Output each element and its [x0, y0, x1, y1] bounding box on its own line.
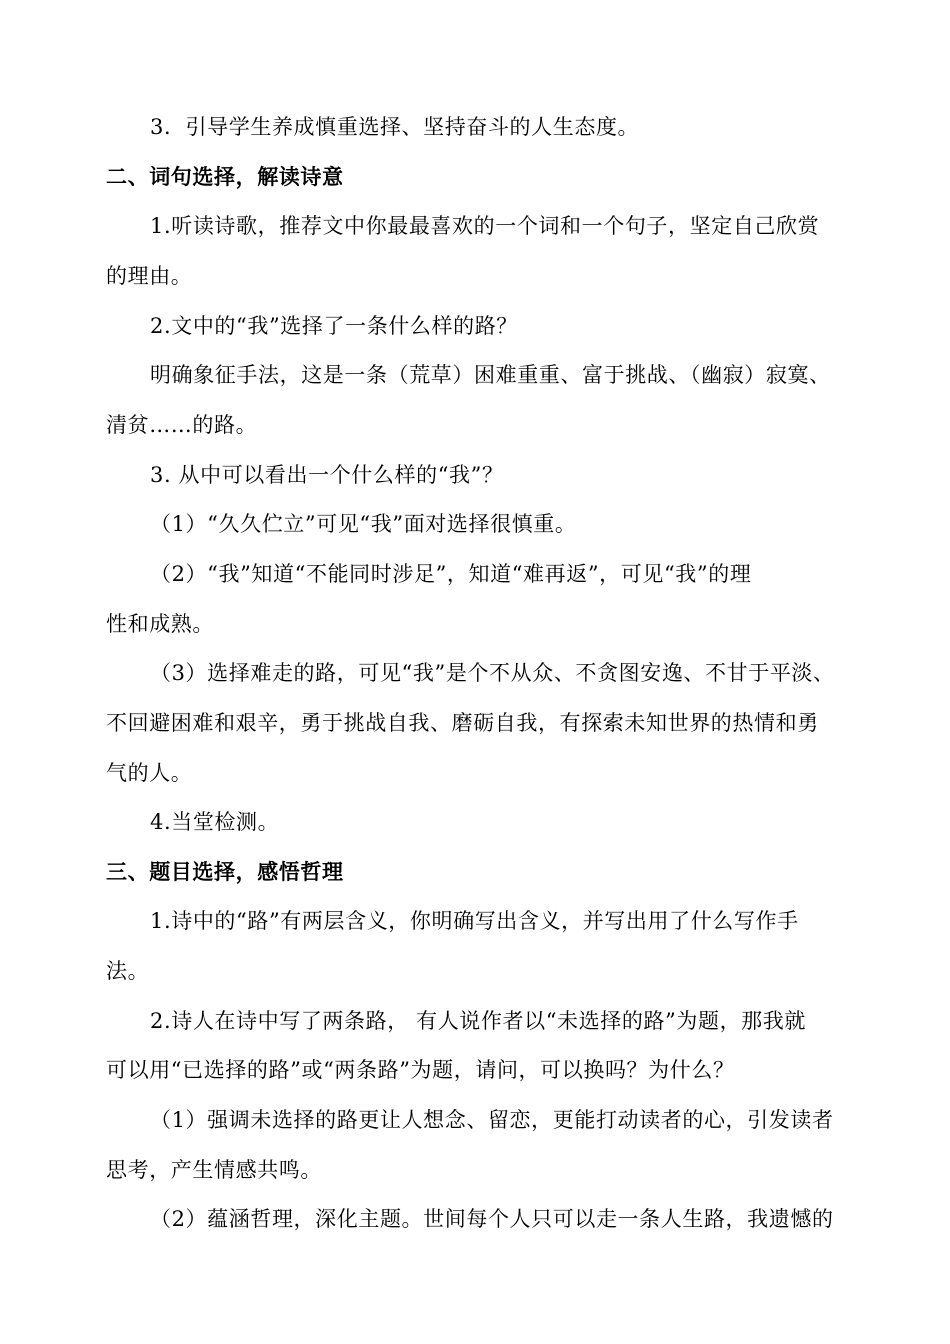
answer-3-point-3-line-2: 不回避困难和艰辛，勇于挑战自我、磨砺自我，有探索未知世界的热情和勇: [106, 711, 819, 735]
answer-3-point-3-line-1: （3）选择难走的路，可见“我”是个不从众、不贪图安逸、不甘于平淡、: [150, 661, 835, 685]
item-4: 4.当堂检测。: [150, 810, 280, 834]
objective-3: 3．引导学生养成慎重选择、坚持奋斗的人生态度。: [150, 115, 640, 139]
section3-question-1-line-1: 1.诗中的“路”有两层含义，你明确写出含义，并写出用了什么写作手: [150, 909, 799, 933]
question-1-line-1: 1.听读诗歌，推荐文中你最最喜欢的一个词和一个句子，坚定自己欣赏: [150, 214, 820, 238]
answer-3-point-3-line-3: 气的人。: [106, 761, 193, 785]
section3-question-2-line-2: 可以用“已选择的路”或“两条路”为题，请问，可以换吗？为什么？: [106, 1058, 735, 1082]
section3-question-2-line-1: 2.诗人在诗中写了两条路， 有人说作者以“未选择的路”为题，那我就: [150, 1009, 806, 1033]
question-1-line-2: 的理由。: [106, 264, 193, 288]
question-2: 2.文中的“我”选择了一条什么样的路？: [150, 314, 518, 338]
answer-2-line-2: 清贫……的路。: [106, 413, 258, 437]
section3-answer-point-1-line-2: 思考，产生情感共鸣。: [106, 1158, 322, 1182]
section3-answer-point-1-line-1: （1）强调未选择的路更让人想念、留恋，更能打动读者的心，引发读者: [150, 1108, 834, 1132]
section3-answer-point-2-line-1: （2）蕴涵哲理，深化主题。世间每个人只可以走一条人生路，我遗憾的: [150, 1207, 834, 1231]
section-heading-2: 二、词句选择，解读诗意: [106, 165, 344, 189]
answer-3-point-2-line-1: （2）“我”知道“不能同时涉足”，知道“难再返”，可见“我”的理: [150, 562, 752, 586]
section3-question-1-line-2: 法。: [106, 959, 150, 983]
answer-3-point-1: （1）“久久伫立”可见“我”面对选择很慎重。: [150, 512, 577, 536]
answer-2-line-1: 明确象征手法，这是一条（荒草）困难重重、富于挑战、（幽寂）寂寞、: [150, 363, 831, 387]
section-heading-3: 三、题目选择，感悟哲理: [106, 860, 344, 884]
answer-3-point-2-line-2: 性和成熟。: [106, 612, 214, 636]
question-3: 3. 从中可以看出一个什么样的“我”？: [150, 463, 504, 487]
